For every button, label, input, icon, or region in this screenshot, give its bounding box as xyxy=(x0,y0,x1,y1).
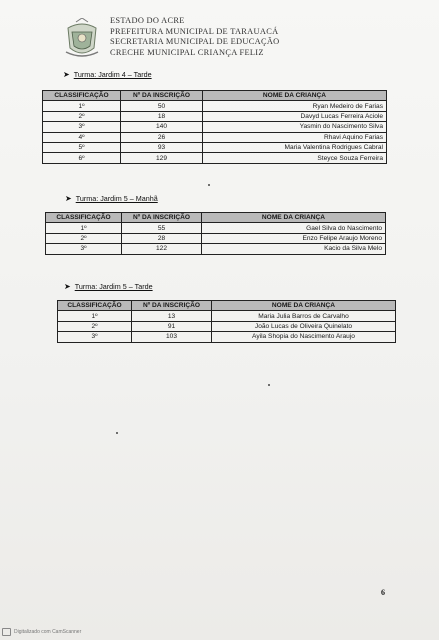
cell-position: 3º xyxy=(58,332,132,342)
header-creche: CRECHE MUNICIPAL CRIANÇA FELIZ xyxy=(110,47,264,57)
cell-position: 1º xyxy=(43,101,121,111)
cell-registration: 18 xyxy=(121,111,203,121)
cell-position: 2º xyxy=(43,111,121,121)
table-row xyxy=(58,321,396,331)
table-row xyxy=(43,132,387,142)
cell-position: 4º xyxy=(43,132,121,142)
section-title-text: Turma: Jardim 4 – Tarde xyxy=(73,70,152,79)
cell-registration: 13 xyxy=(132,311,212,321)
table-row xyxy=(43,122,387,132)
cell-child-name: Ryan Medeiro de Farias xyxy=(203,101,387,111)
cell-child-name: Ayila Shopia do Nascimento Araujo xyxy=(212,332,396,342)
cell-child-name: Maria Julia Barros de Carvalho xyxy=(212,311,396,321)
table-row xyxy=(43,142,387,152)
section-title-jardim5-manha xyxy=(65,194,158,203)
table-row xyxy=(43,101,387,111)
cell-registration: 122 xyxy=(122,244,202,254)
cell-registration: 140 xyxy=(121,122,203,132)
cell-child-name: Davyd Lucas Ferreira Aciole xyxy=(203,111,387,121)
column-header-inscricao: Nº DA INSCRIÇÃO xyxy=(121,91,203,101)
table-header-row xyxy=(58,301,396,311)
cell-registration: 103 xyxy=(132,332,212,342)
table-row xyxy=(43,111,387,121)
scan-speck xyxy=(116,432,118,434)
cell-position: 3º xyxy=(43,122,121,132)
cell-child-name: Yasmin do Nascimento Silva xyxy=(203,122,387,132)
cell-position: 1º xyxy=(46,223,122,233)
table-row xyxy=(46,233,386,243)
cell-child-name: João Lucas de Oliveira Quinelato xyxy=(212,321,396,331)
section-title-text: Turma: Jardim 5 – Tarde xyxy=(74,282,153,291)
cell-child-name: Rhavi Aquino Farias xyxy=(203,132,387,142)
column-header-nome: NOME DA CRIANÇA xyxy=(203,91,387,101)
camera-icon xyxy=(2,628,11,636)
cell-position: 6º xyxy=(43,153,121,163)
section-title-jardim5-tarde xyxy=(64,282,153,291)
table-header-row xyxy=(43,91,387,101)
classification-table-jardim5-tarde xyxy=(57,300,396,343)
cell-registration: 55 xyxy=(122,223,202,233)
cell-registration: 50 xyxy=(121,101,203,111)
cell-position: 3º xyxy=(46,244,122,254)
header-secretariat: SECRETARIA MUNICIPAL DE EDUCAÇÃO xyxy=(110,37,280,47)
cell-registration: 93 xyxy=(121,142,203,152)
cell-position: 2º xyxy=(46,233,122,243)
column-header-classificacao: CLASSIFICAÇÃO xyxy=(58,301,132,311)
cell-position: 2º xyxy=(58,321,132,331)
page-number: 6 xyxy=(381,588,385,597)
section-title-text: Turma: Jardim 5 – Manhã xyxy=(75,194,158,203)
column-header-classificacao: CLASSIFICAÇÃO xyxy=(43,91,121,101)
cell-registration: 26 xyxy=(121,132,203,142)
arrow-bullet-icon: ➤ xyxy=(63,70,70,79)
cell-child-name: Maria Valentina Rodrigues Cabral xyxy=(203,142,387,152)
scan-speck xyxy=(268,384,270,386)
column-header-nome: NOME DA CRIANÇA xyxy=(212,301,396,311)
header-state: ESTADO DO ACRE xyxy=(110,16,185,25)
column-header-inscricao: Nº DA INSCRIÇÃO xyxy=(122,213,202,223)
classification-table-jardim5-manha xyxy=(45,212,386,255)
column-header-classificacao: CLASSIFICAÇÃO xyxy=(46,213,122,223)
cell-registration: 91 xyxy=(132,321,212,331)
section-title-jardim4-tarde xyxy=(63,70,152,79)
table-row xyxy=(58,311,396,321)
arrow-bullet-icon: ➤ xyxy=(65,194,72,203)
scanner-watermark xyxy=(2,628,81,636)
table-row xyxy=(43,153,387,163)
table-row xyxy=(58,332,396,342)
cell-child-name: Gael Silva do Nascimento xyxy=(202,223,386,233)
scan-speck xyxy=(208,184,210,186)
cell-child-name: Kacio da Silva Melo xyxy=(202,244,386,254)
cell-registration: 28 xyxy=(122,233,202,243)
letterhead xyxy=(110,16,370,58)
cell-child-name: Steyce Souza Ferreira xyxy=(203,153,387,163)
table-row xyxy=(46,244,386,254)
cell-child-name: Enzo Felipe Araujo Moreno xyxy=(202,233,386,243)
arrow-bullet-icon: ➤ xyxy=(64,282,71,291)
cell-registration: 129 xyxy=(121,153,203,163)
cell-position: 5º xyxy=(43,142,121,152)
municipal-coat-of-arms-logo xyxy=(62,18,102,60)
table-header-row xyxy=(46,213,386,223)
column-header-nome: NOME DA CRIANÇA xyxy=(202,213,386,223)
cell-position: 1º xyxy=(58,311,132,321)
table-row xyxy=(46,223,386,233)
header-prefecture: PREFEITURA MUNICIPAL DE TARAUACÁ xyxy=(110,26,279,36)
scanner-watermark-text: Digitalizado com CamScanner xyxy=(14,629,82,635)
classification-table-jardim4-tarde xyxy=(42,90,387,164)
column-header-inscricao: Nº DA INSCRIÇÃO xyxy=(132,301,212,311)
